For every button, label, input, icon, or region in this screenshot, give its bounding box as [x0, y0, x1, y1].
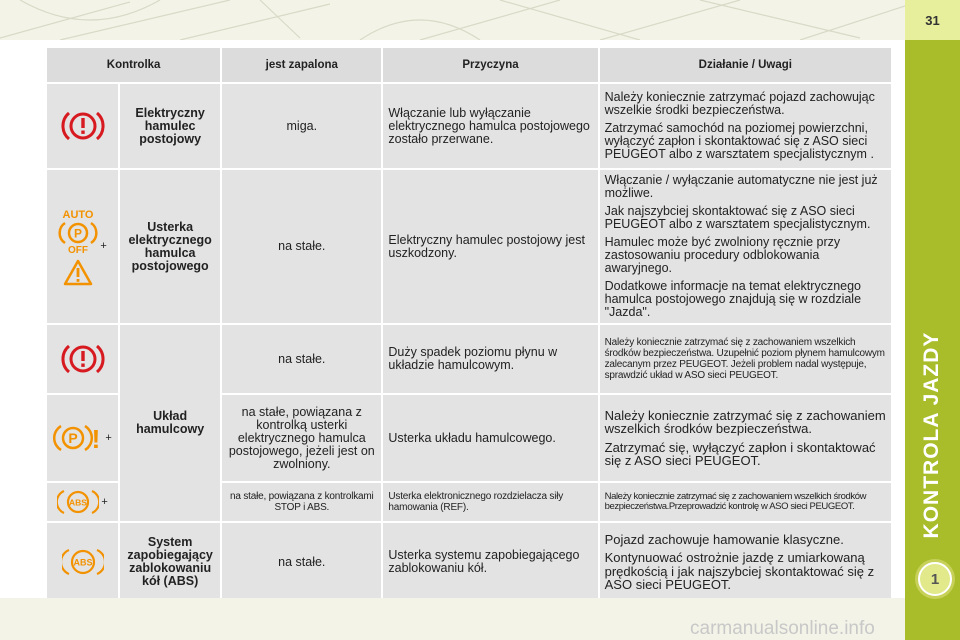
light-cause: Włączanie lub wyłączanie elektrycznego hamulca postojowego zostało przerwane. — [383, 84, 597, 168]
header-cause: Przyczyna — [383, 48, 597, 82]
icon-cell — [47, 84, 118, 168]
brake-red-icon — [60, 341, 106, 377]
svg-text:P: P — [74, 226, 83, 240]
p-bang-icon — [53, 422, 103, 454]
plus-sign: + — [105, 431, 112, 444]
icon-cell — [47, 325, 118, 393]
svg-text:AUTO: AUTO — [62, 208, 94, 221]
light-action — [600, 395, 891, 481]
brake-red-icon — [60, 108, 106, 144]
light-state: na stałe. — [222, 325, 381, 393]
light-state: na stałe. — [222, 170, 381, 323]
warning-lights-table — [45, 46, 893, 603]
svg-text:ABS: ABS — [73, 557, 93, 568]
light-action — [600, 325, 891, 393]
icon-cell — [47, 395, 118, 481]
table-row — [47, 325, 891, 393]
light-state: na stałe, powiązana z kontrolką usterki elektrycznego hamulca postojowego, jeżeli jest on zwolniony. — [222, 395, 381, 481]
action-text: Należy koniecznie zatrzymać się z zachowaniem wszelkich środków bezpieczeństwa.Przeprowadzić kontrolę w ASO sieci PEUGEOT. — [604, 490, 867, 512]
icon-cell — [47, 170, 118, 323]
section-title: KONTROLA JAZDY — [920, 331, 943, 539]
action-text: Zatrzymać się, wyłączyć zapłon i skontaktować się z ASO sieci PEUGEOT. — [604, 439, 876, 468]
header-state: jest zapalona — [222, 48, 381, 82]
action-text: Jak najszybciej skontaktować się z ASO sieci PEUGEOT albo z warsztatem specjalistycznym. — [604, 204, 871, 231]
chapter-side-band — [905, 0, 960, 640]
light-cause: Elektryczny hamulec postojowy jest uszkodzony. — [383, 170, 597, 323]
light-state: na stałe, powiązana z kontrolkami STOP i ABS. — [222, 483, 381, 521]
action-text: Należy koniecznie zatrzymać się z zachowaniem wszelkich środków bezpieczeństwa. — [604, 407, 886, 436]
svg-text:!: ! — [91, 424, 101, 454]
page-number: 31 — [905, 0, 960, 40]
light-name: Usterka elektrycznego hamulca postojowego — [120, 170, 220, 323]
svg-text:P: P — [68, 430, 78, 446]
auto-p-off-icon — [58, 208, 98, 254]
action-text: Włączanie / wyłączanie automatyczne nie jest już możliwe. — [604, 173, 878, 200]
action-text: Dodatkowe informacje na temat elektrycznego hamulca postojowego znajdują się w rozdziale "Jazda". — [604, 279, 862, 319]
action-text: Zatrzymać samochód na poziomej powierzchni, wyłączyć zapłon i skontaktować się z ASO sieci PEUGEOT albo z warsztatem specjalistycznym . — [604, 121, 874, 161]
action-text: Pojazd zachowuje hamowanie klasyczne. — [604, 531, 844, 547]
plus-sign: + — [101, 495, 108, 508]
light-action — [600, 84, 891, 168]
header-action: Działanie / Uwagi — [600, 48, 891, 82]
light-action — [600, 523, 891, 601]
chapter-badge: 1 — [918, 562, 952, 596]
table-row — [47, 84, 891, 168]
svg-text:OFF: OFF — [68, 244, 89, 254]
light-action — [600, 483, 891, 521]
light-cause: Usterka elektronicznego rozdzielacza siły hamowania (REF). — [383, 483, 597, 521]
light-name: Układ hamulcowy — [120, 325, 220, 521]
light-cause: Usterka układu hamulcowego. — [383, 395, 597, 481]
action-text: Kontynuować ostrożnie jazdę z umiarkowaną prędkością i jak najszybciej skontaktować się z ASO sieci PEUGEOT. — [604, 550, 875, 592]
svg-text:ABS: ABS — [69, 497, 88, 508]
light-cause: Usterka systemu zapobiegającego zablokowaniu kół. — [383, 523, 597, 601]
decorative-lines — [0, 0, 905, 40]
icon-cell — [47, 483, 118, 521]
action-text: Hamulec może być zwolniony ręcznie przy zastosowaniu procedury odblokowania awaryjnego. — [604, 235, 841, 275]
light-name: System zapobiegający zablokowaniu kół (ABS) — [120, 523, 220, 601]
light-state: na stałe. — [222, 523, 381, 601]
table-row — [47, 523, 891, 601]
abs-icon — [57, 488, 99, 516]
watermark: carmanualsonline.info — [690, 618, 875, 639]
header-kontrolka: Kontrolka — [47, 48, 220, 82]
top-decorative-band — [0, 0, 905, 40]
table-header-row — [47, 48, 891, 82]
action-text: Należy koniecznie zatrzymać się z zachowaniem wszelkich środków bezpieczeństwa. Uzupełnić poziom płynem hamulcowym zalecanym przez PEUGEOT. Jeżeli problem nadal występuje, sprawdzić układ w ASO sieci PEUGEOT. — [604, 337, 885, 381]
abs-icon — [62, 546, 104, 578]
light-state: miga. — [222, 84, 381, 168]
action-text: Należy koniecznie zatrzymać pojazd zachowując wszelkie środki bezpieczeństwa. — [604, 90, 875, 117]
warning-triangle-icon — [63, 258, 93, 286]
icon-cell — [47, 523, 118, 601]
table-row — [47, 170, 891, 323]
light-name: Elektryczny hamulec postojowy — [120, 84, 220, 168]
plus-sign: + — [100, 240, 107, 252]
light-cause: Duży spadek poziomu płynu w układzie hamulcowym. — [383, 325, 597, 393]
light-action — [600, 170, 891, 323]
